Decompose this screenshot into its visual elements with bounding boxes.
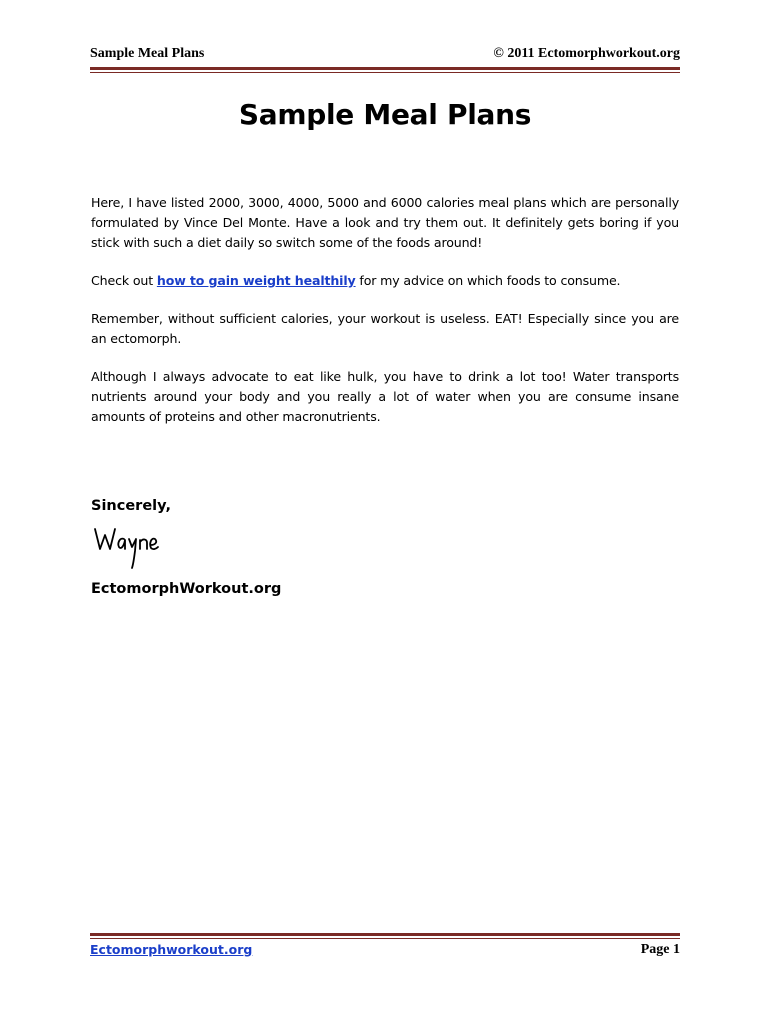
paragraph-water: Although I always advocate to eat like hulk, you have to drink a lot too! Water transports nutrients around your body and you really a lot of water when you are consume insane amounts of proteins and other macronutrients. [91, 369, 679, 424]
signature-image [92, 521, 172, 573]
header-rule [90, 67, 680, 73]
header-rule-thick [90, 67, 680, 70]
footer-site-link[interactable]: Ectomorphworkout.org [90, 942, 253, 957]
page-title: Sample Meal Plans [238, 98, 532, 131]
paragraph-intro: Here, I have listed 2000, 3000, 4000, 5000 and 6000 calories meal plans which are personally formulated by Vince Del Monte. Have a look and try them out. It definitely gets boring if you stick with such a diet daily so switch some of the foods around! [91, 195, 679, 250]
header-rule-thin [90, 72, 680, 73]
footer-rule [90, 933, 680, 939]
signoff: Sincerely, [91, 498, 171, 514]
footer-rule-thin [90, 938, 680, 939]
page-footer [90, 942, 680, 962]
gain-weight-link[interactable]: how to gain weight healthily [156, 273, 356, 288]
paragraph-check-out-suffix: for my advice on which foods to consume. [355, 273, 621, 288]
header-copyright: © 2011 Ectomorphworkout.org [493, 46, 680, 61]
body-text [91, 193, 679, 445]
paragraph-check-out-prefix: Check out [91, 273, 157, 288]
paragraph-check-out [91, 271, 679, 291]
page-number: Page 1 [640, 942, 680, 957]
site-name: EctomorphWorkout.org [91, 581, 282, 597]
header-title: Sample Meal Plans [90, 46, 205, 61]
page-header [90, 46, 680, 66]
footer-rule-thick [90, 933, 680, 936]
paragraph-remember: Remember, without sufficient calories, your workout is useless. EAT! Especially since you are an ectomorph. [91, 311, 679, 346]
